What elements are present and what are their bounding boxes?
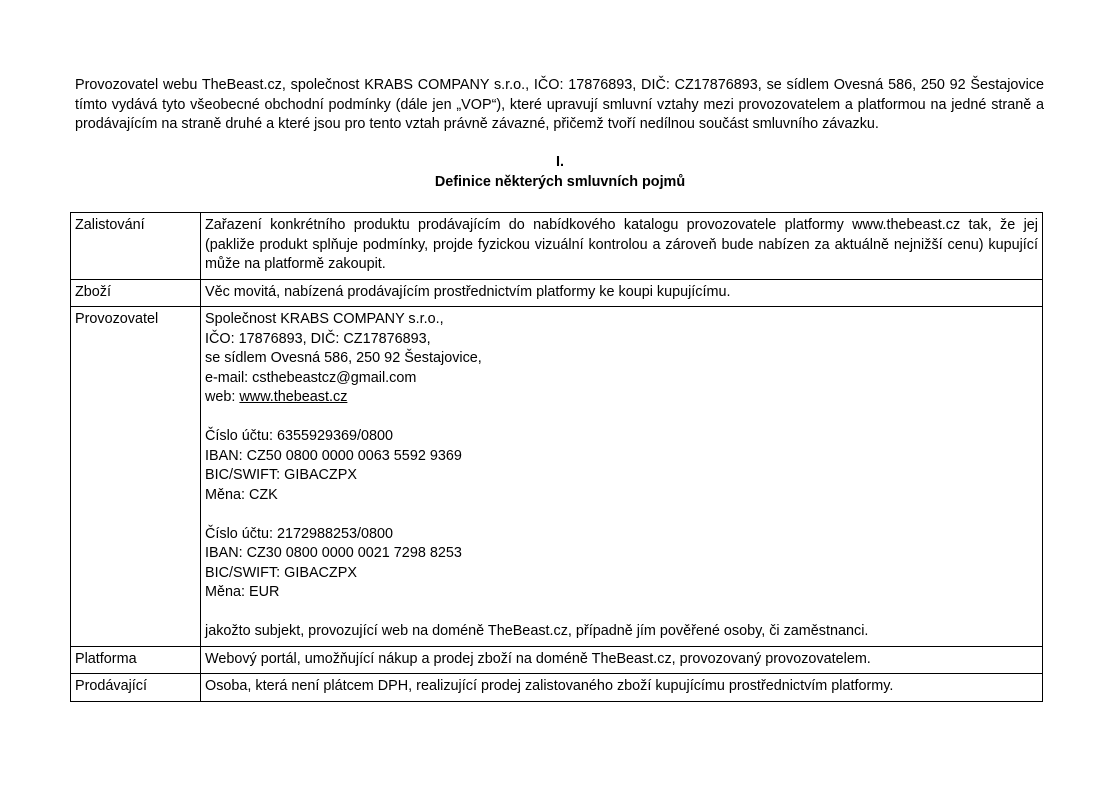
account1-bic: BIC/SWIFT: GIBACZPX — [205, 467, 357, 483]
definition-cell: Osoba, která není plátcem DPH, realizující prodej zalistovaného zboží kupujícímu prostřednictvím platformy. — [201, 674, 1043, 702]
table-row — [71, 307, 1043, 647]
account2-number: Číslo účtu: 2172988253/0800 — [205, 525, 394, 542]
definitions-table — [70, 212, 1043, 702]
company-address: se sídlem Ovesná 586, 250 92 Šestajovice, — [205, 350, 482, 366]
term-cell: Zboží — [71, 279, 201, 307]
account2-iban: IBAN: CZ30 0800 0000 0021 7298 8253 — [205, 545, 462, 561]
spacer — [205, 603, 1038, 623]
company-web — [205, 388, 1038, 408]
company-email: e-mail: csthebeastcz@gmail.com — [205, 369, 417, 386]
term-cell: Prodávající — [71, 674, 201, 702]
term-cell: Platforma — [71, 646, 201, 674]
account2-currency: Měna: EUR — [205, 584, 280, 600]
company-ids: IČO: 17876893, DIČ: CZ17876893, — [205, 330, 431, 347]
spacer — [205, 408, 1038, 428]
account1-currency: Měna: CZK — [205, 486, 278, 503]
definition-cell: Zařazení konkrétního produktu prodávajícím do nabídkového katalogu provozovatele platformy www.thebeast.cz tak, že jej (pakliže produkt splňuje podmínky, projde fyzickou vizuální kontrolou a zároveň bude nabízen za aktuálně nejnižší cenu) kupující může na platformě zakoupit. — [201, 213, 1043, 280]
intro-paragraph: Provozovatel webu TheBeast.cz, společnost KRABS COMPANY s.r.o., IČO: 17876893, DIČ: CZ17876893, se sídlem Ovesná 586, 250 92 Šestajovice tímto vydává tyto všeobecné obchodní podmínky (dále jen „VOP“), které upravují smluvní vztahy mezi provozovatelem a platformou na jedné straně a prodávajícím na straně druhé a které jsou pro tento vztah právně závazné, přičemž tvoří nedílnou součást smluvního závazku. — [75, 77, 1044, 132]
term-cell: Zalistování — [71, 213, 201, 280]
company-name: Společnost KRABS COMPANY s.r.o., — [205, 311, 444, 327]
account2-bic: BIC/SWIFT: GIBACZPX — [205, 564, 357, 581]
definition-cell — [201, 307, 1043, 647]
web-link[interactable]: www.thebeast.cz — [239, 389, 348, 405]
section-title: Definice některých smluvních pojmů — [434, 174, 686, 190]
term-cell: Provozovatel — [71, 307, 201, 647]
table-row — [71, 279, 1043, 307]
table-row — [71, 674, 1043, 702]
web-label: web: — [205, 389, 240, 405]
definition-cell: Věc movitá, nabízená prodávajícím prostřednictvím platformy ke koupi kupujícímu. — [201, 279, 1043, 307]
definition-cell: Webový portál, umožňující nákup a prodej zboží na doméně TheBeast.cz, provozovaný provozovatelem. — [201, 646, 1043, 674]
spacer — [205, 505, 1038, 525]
account1-number: Číslo účtu: 6355929369/0800 — [205, 428, 394, 444]
table-row — [71, 646, 1043, 674]
account1-iban: IBAN: CZ50 0800 0000 0063 5592 9369 — [205, 447, 462, 464]
table-row — [71, 213, 1043, 280]
section-number: I. — [556, 154, 564, 170]
provozovatel-closing: jakožto subjekt, provozující web na doméně TheBeast.cz, případně jím pověřené osoby, či zaměstnanci. — [205, 623, 869, 639]
